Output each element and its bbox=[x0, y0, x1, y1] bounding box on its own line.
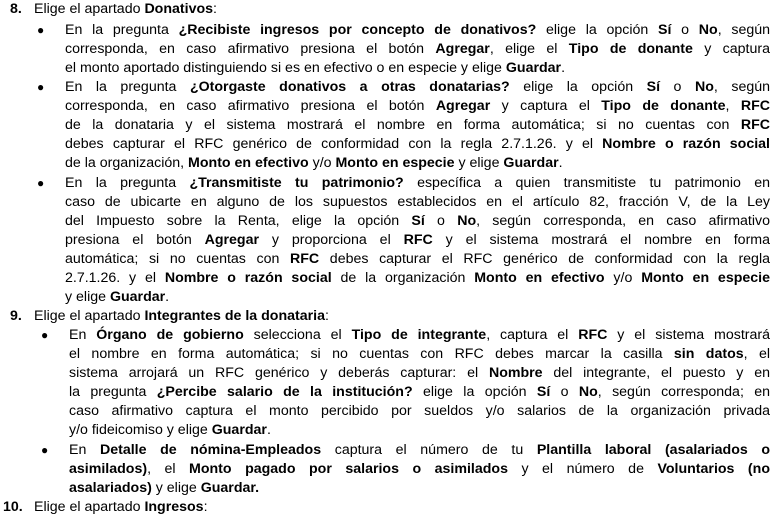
text-line bbox=[69, 364, 770, 383]
bold-run: Guardar bbox=[503, 155, 559, 171]
text-line bbox=[65, 250, 770, 269]
step-number: 8. bbox=[10, 1, 22, 17]
text-run: , captura el bbox=[486, 327, 579, 343]
bold-run: Agregar bbox=[435, 41, 490, 57]
text-run: elige la opción bbox=[412, 384, 537, 400]
step-number: 10. bbox=[3, 499, 23, 515]
text-line bbox=[65, 21, 770, 40]
text-run: , el bbox=[147, 461, 190, 477]
text-line bbox=[65, 269, 770, 288]
text-run: . bbox=[266, 422, 271, 438]
text-run: caso afirmativo captura el monto percibido por sueldos y/o salarios de la organización privada bbox=[69, 403, 770, 419]
text-line bbox=[65, 97, 770, 116]
text-run: , bbox=[725, 98, 741, 114]
bold-run: ¿Otorgaste donativos a otras donatarias? bbox=[189, 79, 510, 95]
text-run: y el sistema mostrará bbox=[607, 327, 770, 343]
bold-run: asimilados) bbox=[69, 461, 148, 477]
bold-run: ¿Recibiste ingresos por concepto de donativos? bbox=[178, 22, 537, 38]
text-line bbox=[69, 402, 770, 421]
bold-run: Guardar bbox=[109, 289, 166, 305]
text-run: , según bbox=[713, 79, 770, 95]
step-text: Elige el apartado Ingresos: bbox=[34, 499, 208, 515]
step-text: Elige el apartado Integrantes de la donataria: bbox=[34, 308, 329, 324]
text-run: En la pregunta bbox=[65, 79, 190, 95]
bold-run: No bbox=[698, 22, 718, 38]
bullet-text bbox=[69, 326, 770, 440]
step-text: Elige el apartado Donativos: bbox=[34, 1, 217, 17]
step-number: 9. bbox=[10, 308, 22, 324]
text-run: y elige bbox=[454, 155, 504, 171]
text-run: del integrante, el puesto y en bbox=[542, 365, 770, 381]
text-line bbox=[65, 174, 770, 193]
text-run: de la organización bbox=[331, 270, 475, 286]
text-run: y captura bbox=[692, 41, 770, 57]
bullet-icon: ● bbox=[41, 443, 49, 457]
text-run: del Impuesto sobre la Renta, elige la opción bbox=[65, 213, 412, 229]
bold-run: RFC bbox=[578, 327, 608, 343]
bold-run: RFC bbox=[290, 251, 320, 267]
text-line bbox=[69, 345, 770, 364]
text-line bbox=[65, 78, 770, 97]
bold-run: RFC bbox=[740, 98, 770, 114]
text-line bbox=[65, 154, 770, 173]
text-run: y/o bbox=[308, 155, 336, 171]
text-run: debes capturar el RFC genérico de conformidad con la regla bbox=[319, 251, 770, 267]
text-line bbox=[69, 421, 770, 440]
text-run: y el sistema mostrará el nombre en forma bbox=[432, 232, 770, 248]
text-run: , según corresponda; en bbox=[597, 384, 770, 400]
text-run: y captura el bbox=[490, 98, 602, 114]
text-line bbox=[65, 288, 770, 307]
text-run: , el bbox=[743, 346, 770, 362]
text-run: y el número de bbox=[507, 461, 658, 477]
text-line bbox=[65, 212, 770, 231]
bold-run: Tipo de donante bbox=[568, 41, 693, 57]
text-run: sistema arrojará un RFC genérico y deberás capturar: el bbox=[69, 365, 489, 381]
bullet-text bbox=[65, 174, 770, 307]
text-run: de la organización, bbox=[65, 155, 189, 171]
bold-run: Guardar. bbox=[200, 480, 260, 496]
text-run: de la donataria y el sistema mostrará el nombre en forma automática; si no cuentas con bbox=[65, 117, 741, 133]
bold-run: RFC bbox=[740, 117, 770, 133]
text-run: presiona el botón bbox=[65, 232, 205, 248]
bold-run: No bbox=[457, 213, 477, 229]
bold-run: Tipo de integrante bbox=[351, 327, 487, 343]
bullet-text bbox=[69, 441, 770, 498]
text-run: específica a quien transmitiste tu patrimonio en bbox=[403, 175, 770, 191]
text-line bbox=[65, 116, 770, 135]
bold-run: ¿Percibe salario de la institución? bbox=[156, 384, 413, 400]
text-line bbox=[65, 193, 770, 212]
text-run: y proporciona el bbox=[259, 232, 404, 248]
bold-run: No bbox=[694, 79, 714, 95]
text-run: corresponda, en caso afirmativo presiona el botón bbox=[65, 41, 436, 57]
text-run: elige la opción bbox=[509, 79, 647, 95]
bold-run: Monto en especie bbox=[641, 270, 770, 286]
text-run: . bbox=[558, 155, 563, 171]
text-run: debes capturar el RFC genérico de conformidad con la regla 2.7.1.26. y el bbox=[65, 136, 603, 152]
bold-run: Nombre o razón social bbox=[164, 270, 332, 286]
text-run: caso de ubicarte en alguno de los supuestos establecidos en el artículo 82, fracción V, de la Ley bbox=[65, 194, 770, 210]
bullet-text bbox=[65, 78, 770, 173]
bullet-icon: ● bbox=[41, 328, 49, 342]
bold-run: Plantilla laboral (asalariados o bbox=[536, 442, 770, 458]
text-line bbox=[69, 479, 770, 498]
text-run: automática; si no cuentas con bbox=[65, 251, 291, 267]
bold-run: Guardar bbox=[505, 60, 562, 76]
text-run: En bbox=[69, 327, 97, 343]
bold-run: Tipo de donante bbox=[601, 98, 726, 114]
bold-run: Agregar bbox=[435, 98, 491, 114]
bold-run: sin datos bbox=[673, 346, 744, 362]
bold-run: Sí bbox=[646, 79, 661, 95]
bold-run: Detalle de nómina-Empleados bbox=[99, 442, 322, 458]
text-line bbox=[69, 460, 770, 479]
bold-run: ¿Transmitiste tu patrimonio? bbox=[189, 175, 404, 191]
bullet-text bbox=[65, 21, 770, 78]
text-run: o bbox=[660, 79, 695, 95]
text-run: y/o bbox=[604, 270, 642, 286]
bold-run: Nombre bbox=[488, 365, 543, 381]
bold-run: Monto en especie bbox=[335, 155, 455, 171]
bold-run: Agregar bbox=[204, 232, 260, 248]
text-line bbox=[65, 40, 770, 59]
text-run: la pregunta bbox=[69, 384, 157, 400]
bold-run: Monto en efectivo bbox=[474, 270, 605, 286]
bold-run: asalariados) bbox=[69, 480, 152, 496]
text-run: , según corresponda, en caso afirmativo bbox=[476, 213, 770, 229]
bold-run: Sí bbox=[411, 213, 425, 229]
bullet-icon: ● bbox=[37, 176, 45, 190]
text-run: o bbox=[424, 213, 458, 229]
text-run: y/o fideicomiso y elige bbox=[69, 422, 212, 438]
bold-run: Monto pagado por salarios o asimilados bbox=[189, 461, 508, 477]
text-run: el nombre en forma automática; si no cuentas con RFC debes marcar la casilla bbox=[69, 346, 674, 362]
text-run: En la pregunta bbox=[65, 22, 179, 38]
text-line bbox=[65, 231, 770, 250]
bold-run: Sí bbox=[536, 384, 551, 400]
bold-run: Monto en efectivo bbox=[188, 155, 309, 171]
text-run: En la pregunta bbox=[65, 175, 190, 191]
text-run: , elige el bbox=[489, 41, 569, 57]
text-run: . bbox=[561, 60, 566, 76]
text-run: y elige bbox=[65, 289, 110, 305]
bullet-icon: ● bbox=[37, 80, 45, 94]
text-line bbox=[65, 59, 770, 78]
text-run: captura el número de tu bbox=[321, 442, 537, 458]
bold-run: RFC bbox=[403, 232, 433, 248]
text-line bbox=[69, 383, 770, 402]
bold-run: Órgano de gobierno bbox=[96, 327, 244, 343]
bold-run: Voluntarios (no bbox=[657, 461, 770, 477]
bold-run: Sí bbox=[658, 22, 672, 38]
bold-run: No bbox=[578, 384, 598, 400]
text-run: o bbox=[671, 22, 699, 38]
text-line bbox=[65, 135, 770, 154]
text-run: En bbox=[69, 442, 100, 458]
text-run: o bbox=[550, 384, 579, 400]
text-run: , según bbox=[717, 22, 770, 38]
text-run: 2.7.1.26. y el bbox=[65, 270, 165, 286]
text-run: elige la opción bbox=[536, 22, 658, 38]
bullet-icon: ● bbox=[37, 23, 45, 37]
text-run: selecciona el bbox=[243, 327, 352, 343]
text-run: corresponda, en caso afirmativo presiona el botón bbox=[65, 98, 436, 114]
text-run: y elige bbox=[151, 480, 201, 496]
text-line bbox=[69, 326, 770, 345]
bold-run: Guardar bbox=[211, 422, 267, 438]
text-run: el monto aportado distinguiendo si es en efectivo o en especie y elige bbox=[65, 60, 506, 76]
text-run: . bbox=[165, 289, 170, 305]
bold-run: Nombre o razón social bbox=[602, 136, 770, 152]
text-line bbox=[69, 441, 770, 460]
